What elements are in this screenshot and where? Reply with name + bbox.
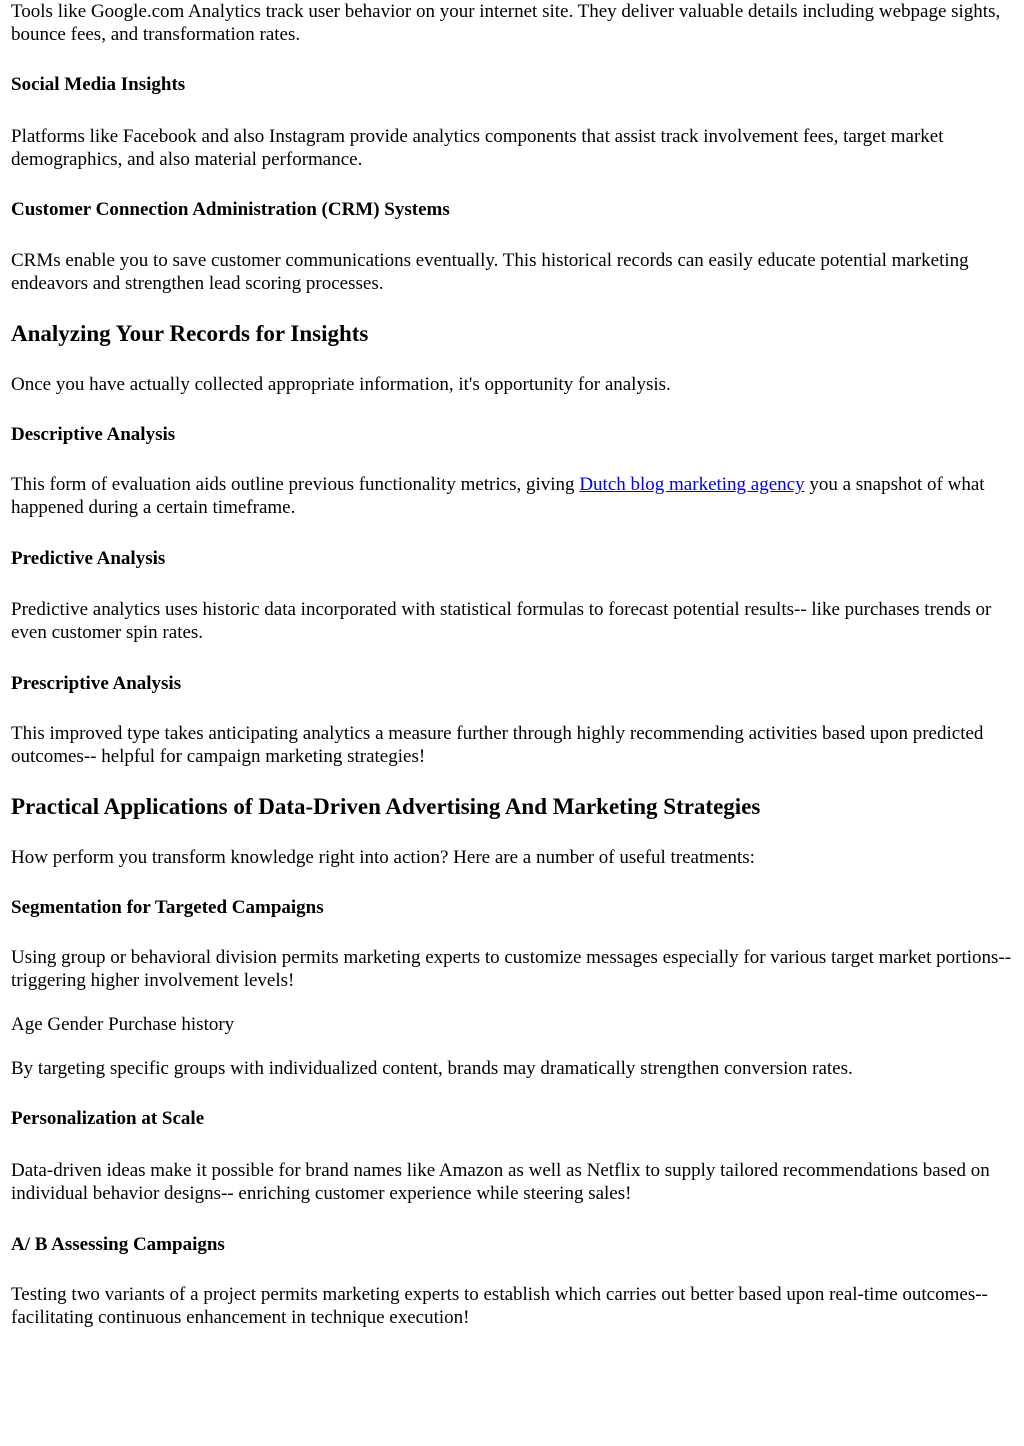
paragraph-personalization: Data-driven ideas make it possible for brand names like Amazon as well as Netflix to supply tailored recommendations based on individual behavior designs-- enriching customer experience while steering sales! xyxy=(11,1160,990,1204)
heading-social-media-insights: Social Media Insights xyxy=(11,74,186,95)
paragraph-analysis-intro: Once you have actually collected appropriate information, it's opportunity for analysis. xyxy=(11,374,671,395)
paragraph-web-analytics: Tools like Google.com Analytics track user behavior on your internet site. They deliver valuable details including webpage sights, bounce fees, and transformation rates. xyxy=(11,1,1001,45)
paragraph-targeting: By targeting specific groups with individualized content, brands may dramatically strengthen conversion rates. xyxy=(11,1058,853,1079)
paragraph-crm: CRMs enable you to save customer communications eventually. This historical records can easily educate potential marketing endeavors and strengthen lead scoring processes. xyxy=(11,250,969,294)
heading-prescriptive-analysis: Prescriptive Analysis xyxy=(11,673,182,694)
paragraph-ab-testing: Testing two variants of a project permits marketing experts to establish which carries out better based upon real-time outcomes-- facilitating continuous enhancement in technique execution! xyxy=(11,1284,988,1328)
paragraph-segmentation: Using group or behavioral division permits marketing experts to customize messages especially for various target market portions-- triggering higher involvement levels! xyxy=(11,947,1012,991)
heading-predictive-analysis: Predictive Analysis xyxy=(11,548,166,569)
heading-personalization: Personalization at Scale xyxy=(11,1108,205,1129)
heading-analyzing-records: Analyzing Your Records for Insights xyxy=(11,321,369,346)
paragraph-practical-intro: How perform you transform knowledge right into action? Here are a number of useful treatments: xyxy=(11,847,755,868)
heading-crm-systems: Customer Connection Administration (CRM) Systems xyxy=(11,199,450,220)
paragraph-predictive: Predictive analytics uses historic data incorporated with statistical formulas to forecast potential results-- like purchases trends or even customer spin rates. xyxy=(11,599,992,643)
heading-ab-testing: A/ B Assessing Campaigns xyxy=(11,1234,225,1255)
paragraph-descriptive-text-before: This form of evaluation aids outline previous functionality metrics, giving xyxy=(11,474,580,495)
paragraph-social-media: Platforms like Facebook and also Instagram provide analytics components that assist track involvement fees, target market demographics, and also material performance. xyxy=(11,126,944,170)
heading-descriptive-analysis: Descriptive Analysis xyxy=(11,424,176,445)
paragraph-descriptive-text-after: you a snapshot of what happened during a certain timeframe. xyxy=(11,474,985,518)
dutch-blog-marketing-agency-link[interactable]: Dutch blog marketing agency xyxy=(579,474,805,495)
paragraph-prescriptive: This improved type takes anticipating analytics a measure further through highly recommending activities based upon predicted outcomes-- helpful for campaign marketing strategies! xyxy=(11,723,984,767)
heading-segmentation: Segmentation for Targeted Campaigns xyxy=(11,897,324,918)
paragraph-descriptive xyxy=(11,473,1013,519)
paragraph-segment-list: Age Gender Purchase history xyxy=(11,1014,235,1035)
heading-practical-applications: Practical Applications of Data-Driven Advertising And Marketing Strategies xyxy=(11,794,761,819)
